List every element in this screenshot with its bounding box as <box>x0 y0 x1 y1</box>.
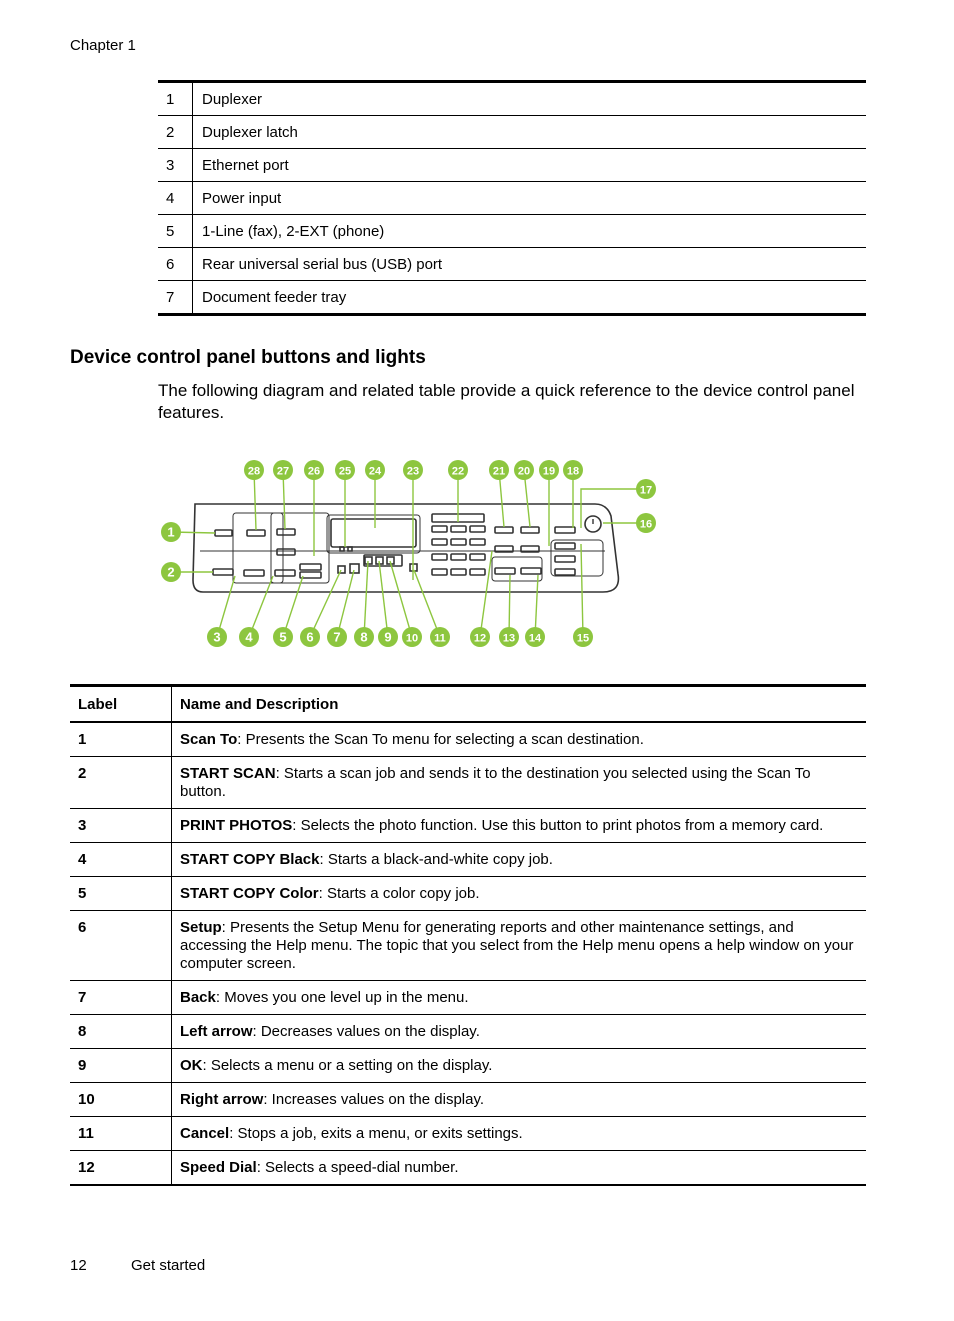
callout-26 <box>304 460 324 480</box>
callout-number: 19 <box>542 465 556 478</box>
label-description-cell <box>172 722 867 757</box>
label-description-cell <box>172 1083 867 1117</box>
callout-7 <box>327 627 347 647</box>
label-table <box>70 684 866 1186</box>
parts-number: 6 <box>158 248 193 281</box>
feature-name: START SCAN <box>180 765 276 782</box>
callout-10 <box>402 627 422 647</box>
description-column-header: Name and Description <box>172 686 867 723</box>
callout-number: 3 <box>213 629 221 645</box>
label-row <box>70 877 866 911</box>
label-column-header: Label <box>70 686 172 723</box>
parts-row <box>158 281 866 315</box>
parts-row <box>158 116 866 149</box>
parts-name: Power input <box>193 182 867 215</box>
parts-row <box>158 182 866 215</box>
callout-number: 28 <box>247 465 261 478</box>
parts-name: Document feeder tray <box>202 288 347 306</box>
callout-number: 9 <box>384 629 392 645</box>
label-number: 4 <box>70 843 172 877</box>
callout-leader-10 <box>390 561 412 637</box>
feature-name: OK <box>180 1057 203 1074</box>
feature-name: Right arrow <box>180 1091 264 1108</box>
parts-number: 3 <box>158 149 193 182</box>
callout-number: 24 <box>368 465 382 478</box>
callout-25 <box>335 460 355 480</box>
label-row <box>70 1151 866 1186</box>
label-row <box>70 1083 866 1117</box>
callout-22 <box>448 460 468 480</box>
callout-3 <box>207 627 227 647</box>
callout-leader-9 <box>379 561 388 637</box>
callout-number: 27 <box>276 465 290 478</box>
feature-description: : Starts a color copy job. <box>318 885 480 902</box>
callout-leader-15 <box>581 544 583 637</box>
label-number: 5 <box>70 877 172 911</box>
callout-6 <box>300 627 320 647</box>
callout-leader-12 <box>480 551 492 637</box>
label-description-cell <box>172 843 867 877</box>
callout-number: 6 <box>306 629 314 645</box>
feature-name: Left arrow <box>180 1023 253 1040</box>
parts-number: 4 <box>158 182 193 215</box>
parts-name: Rear universal serial bus (USB) port <box>193 248 867 281</box>
label-number: 12 <box>70 1151 172 1186</box>
callout-13 <box>499 627 519 647</box>
feature-name: Scan To <box>180 731 238 748</box>
callout-number: 21 <box>492 465 506 478</box>
feature-description: : Selects a speed-dial number. <box>256 1159 459 1176</box>
label-number: 10 <box>70 1083 172 1117</box>
feature-description: : Starts a black-and-white copy job. <box>319 851 553 868</box>
label-row <box>70 981 866 1015</box>
label-row <box>70 911 866 981</box>
label-row <box>70 1117 866 1151</box>
label-number: 6 <box>70 911 172 981</box>
label-row <box>70 722 866 757</box>
callout-14 <box>525 627 545 647</box>
callout-number: 18 <box>566 465 580 478</box>
callout-leader-8 <box>364 561 368 637</box>
label-description-cell <box>172 809 867 843</box>
label-row <box>70 757 866 809</box>
parts-row <box>158 82 866 116</box>
label-number: 7 <box>70 981 172 1015</box>
callout-number: 14 <box>528 632 542 645</box>
chapter-header: Chapter 1 <box>70 37 136 54</box>
panel-display <box>331 519 416 547</box>
callout-9 <box>378 627 398 647</box>
callout-leader-7 <box>337 570 354 637</box>
callout-number: 23 <box>406 465 420 478</box>
parts-name: Ethernet port <box>193 149 867 182</box>
label-row <box>70 1015 866 1049</box>
label-description-cell <box>172 1151 867 1186</box>
section-intro: The following diagram and related table provide a quick reference to the device control panel features. <box>158 381 855 422</box>
callout-number: 25 <box>338 465 352 478</box>
feature-description: : Increases values on the display. <box>263 1091 485 1108</box>
parts-number: 5 <box>158 215 193 248</box>
page-number: 12 <box>70 1257 87 1274</box>
callout-12 <box>470 627 490 647</box>
callout-18 <box>563 460 583 480</box>
feature-description: : Moves you one level up in the menu. <box>215 989 469 1006</box>
label-row <box>70 1049 866 1083</box>
callout-19 <box>539 460 559 480</box>
control-panel-diagram <box>155 456 665 656</box>
label-description-cell <box>172 1049 867 1083</box>
feature-description: : Selects a menu or a setting on the display. <box>202 1057 493 1074</box>
parts-name: Duplexer latch <box>193 116 867 149</box>
footer-section: Get started <box>131 1257 206 1274</box>
callout-17 <box>636 479 656 499</box>
callout-11 <box>430 627 450 647</box>
parts-table <box>158 80 866 316</box>
label-table-header-row <box>70 686 866 723</box>
callout-28 <box>244 460 264 480</box>
callout-number: 16 <box>639 518 653 531</box>
parts-row <box>158 215 866 248</box>
parts-row <box>158 248 866 281</box>
parts-number: 1 <box>158 82 193 116</box>
callout-8 <box>354 627 374 647</box>
callout-2 <box>161 562 181 582</box>
callout-21 <box>489 460 509 480</box>
label-description-cell <box>172 1015 867 1049</box>
callout-20 <box>514 460 534 480</box>
label-number: 2 <box>70 757 172 809</box>
callout-1 <box>161 522 181 542</box>
label-number: 8 <box>70 1015 172 1049</box>
feature-name: START COPY Color <box>180 885 319 902</box>
callout-leader-6 <box>310 570 341 637</box>
label-description-cell <box>172 981 867 1015</box>
callout-27 <box>273 460 293 480</box>
callout-24 <box>365 460 385 480</box>
parts-name: Duplexer <box>193 82 867 116</box>
section-title: Device control panel buttons and lights <box>70 347 426 368</box>
feature-description: : Decreases values on the display. <box>252 1023 480 1040</box>
label-row <box>70 843 866 877</box>
callout-5 <box>273 627 293 647</box>
callout-number: 7 <box>333 629 341 645</box>
callout-15 <box>573 627 593 647</box>
feature-description: : Presents the Scan To menu for selecting a scan destination. <box>237 731 644 748</box>
feature-description: : Stops a job, exits a menu, or exits settings. <box>229 1125 523 1142</box>
callout-number: 11 <box>434 632 446 645</box>
callout-number: 1 <box>167 524 175 540</box>
feature-name: Cancel <box>180 1125 230 1142</box>
callout-leader-17 <box>581 489 637 528</box>
callout-number: 10 <box>405 632 419 645</box>
feature-name: Back <box>180 989 216 1006</box>
parts-number: 7 <box>158 281 193 315</box>
label-description-cell <box>172 911 867 981</box>
callout-number: 8 <box>360 629 368 645</box>
callout-number: 15 <box>576 632 590 645</box>
callout-16 <box>636 513 656 533</box>
parts-name: 1-Line (fax), 2-EXT (phone) <box>193 215 867 248</box>
feature-description: : Starts a scan job and sends it to the destination you selected using the Scan To button. <box>180 765 811 800</box>
callout-number: 12 <box>473 632 487 645</box>
label-description-cell <box>172 877 867 911</box>
callout-number: 22 <box>451 465 465 478</box>
callout-23 <box>403 460 423 480</box>
parts-row <box>158 149 866 182</box>
label-number: 11 <box>70 1117 172 1151</box>
label-description-cell <box>172 757 867 809</box>
callout-number: 13 <box>502 632 516 645</box>
feature-description: : Presents the Setup Menu for generating reports and other maintenance settings, and accessing the Help menu. The topic that you select from the Help menu opens a help window on your computer screen. <box>180 919 854 972</box>
label-number: 9 <box>70 1049 172 1083</box>
callout-number: 4 <box>245 629 253 645</box>
callout-number: 5 <box>279 629 287 645</box>
label-number: 1 <box>70 722 172 757</box>
callout-number: 26 <box>307 465 321 478</box>
feature-name: PRINT PHOTOS <box>180 817 293 834</box>
parts-number: 2 <box>158 116 193 149</box>
label-description-cell <box>172 1117 867 1151</box>
label-row <box>70 809 866 843</box>
feature-name: Speed Dial <box>180 1159 257 1176</box>
feature-name: START COPY Black <box>180 851 320 868</box>
callout-4 <box>239 627 259 647</box>
callout-leader-11 <box>414 570 440 637</box>
label-number: 3 <box>70 809 172 843</box>
callout-number: 2 <box>167 564 175 580</box>
callout-number: 20 <box>517 465 531 478</box>
callout-number: 17 <box>639 484 653 497</box>
feature-description: : Selects the photo function. Use this button to print photos from a memory card. <box>292 817 824 834</box>
feature-name: Setup <box>180 919 222 936</box>
